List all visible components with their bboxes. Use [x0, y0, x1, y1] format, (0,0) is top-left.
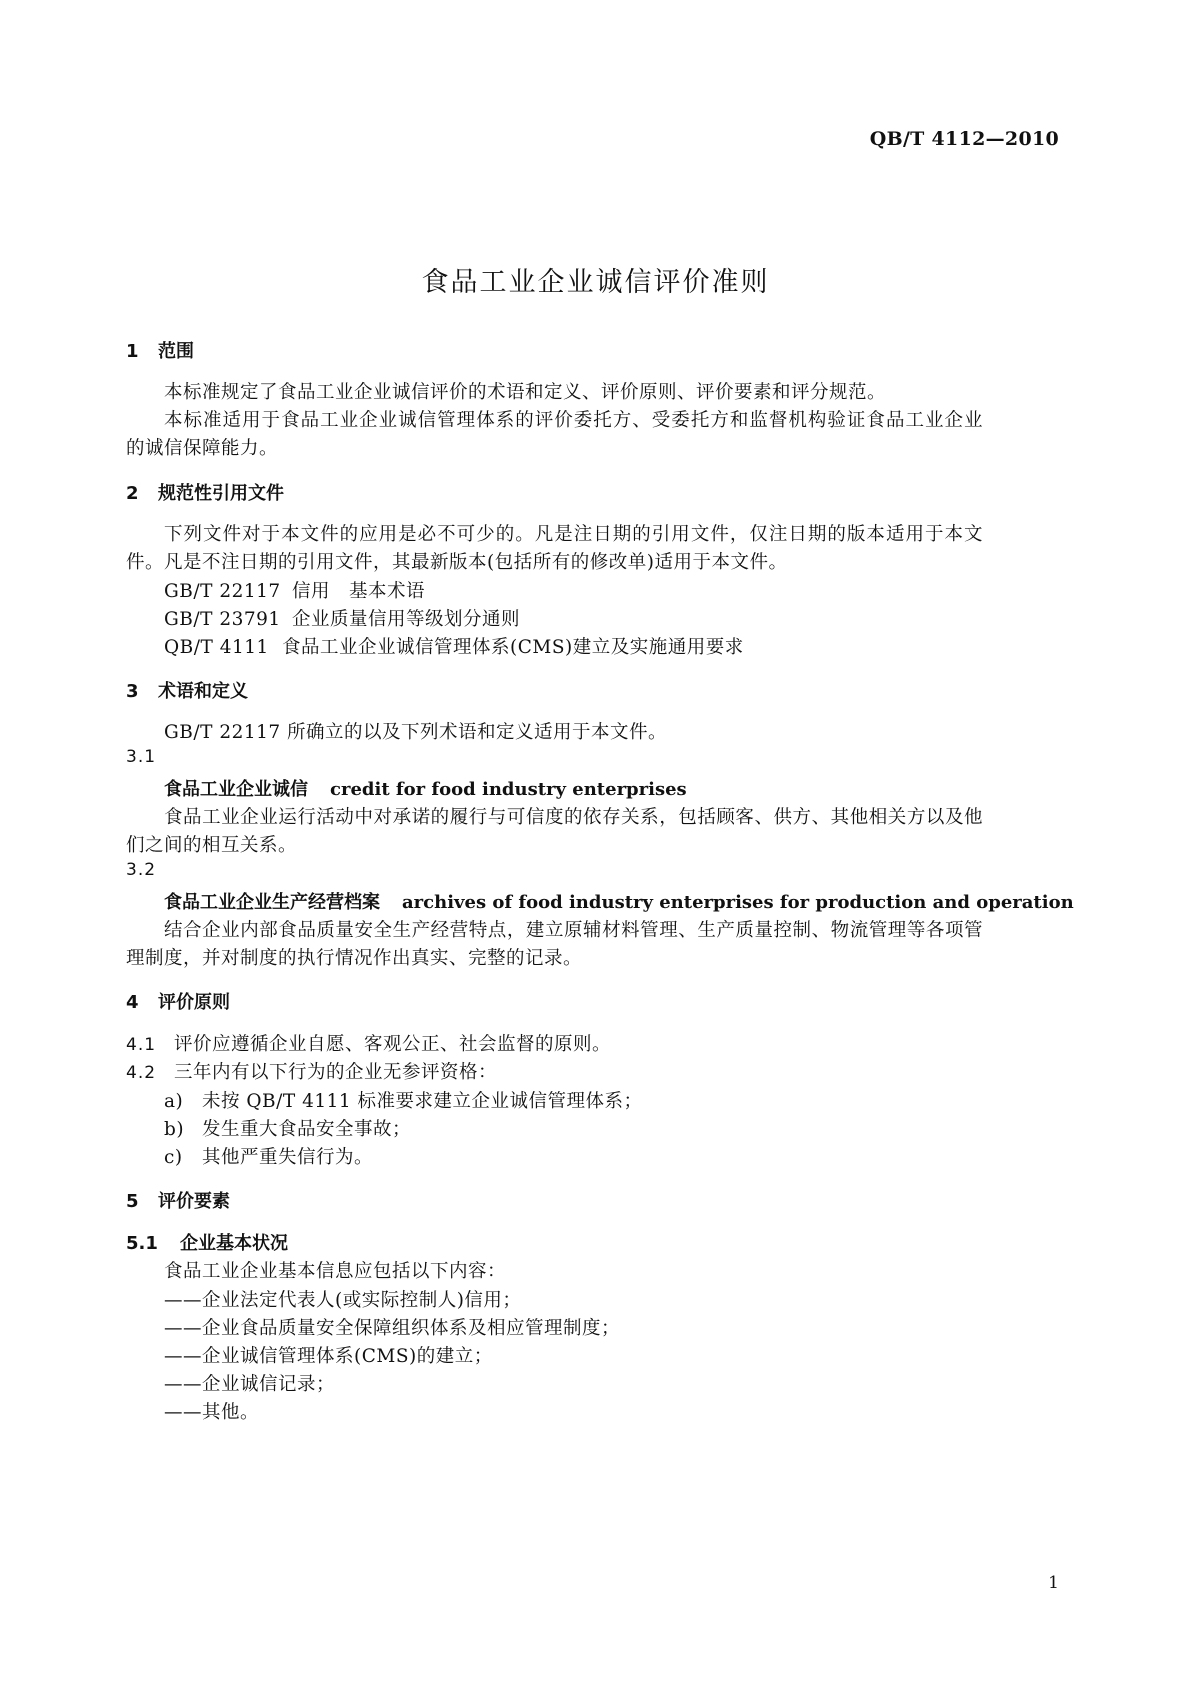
paragraph-continuation: 的诚信保障能力。	[126, 438, 279, 459]
list-marker: a)	[164, 1091, 184, 1112]
term-entry	[164, 775, 687, 801]
list-text: 未按 QB/T 4111 标准要求建立企业诚信管理体系；	[202, 1091, 643, 1112]
list-item	[164, 1115, 411, 1141]
subsection-title: 企业基本状况	[180, 1233, 288, 1254]
reference-code: GB/T 22117	[164, 581, 281, 602]
section-number: 5	[126, 1191, 139, 1212]
dash-list-item: ——企业法定代表人(或实际控制人)信用；	[164, 1290, 522, 1311]
term-english: credit for food industry enterprises	[330, 779, 687, 800]
dash-list-item: ——企业食品质量安全保障组织体系及相应管理制度；	[164, 1318, 621, 1339]
dash-list-item: ——其他。	[164, 1402, 260, 1423]
term-english: archives of food industry enterprises for production and operation	[402, 892, 1074, 913]
paragraph: 本标准适用于食品工业企业诚信管理体系的评价委托方、受委托方和监督机构验证食品工业企业	[164, 410, 983, 431]
list-marker: c)	[164, 1147, 183, 1168]
section-number: 3	[126, 681, 139, 702]
section-title: 规范性引用文件	[158, 483, 284, 504]
reference-title: 食品工业企业诚信管理体系(CMS)建立及实施通用要求	[282, 637, 744, 658]
list-text: 其他严重失信行为。	[202, 1147, 374, 1168]
paragraph: 本标准规定了食品工业企业诚信评价的术语和定义、评价原则、评价要素和评分规范。	[164, 382, 887, 403]
paragraph: GB/T 22117 所确立的以及下列术语和定义适用于本文件。	[164, 722, 668, 743]
term-definition-continuation: 们之间的相互关系。	[126, 835, 298, 856]
section-title: 范围	[158, 341, 194, 362]
section-4-heading	[126, 988, 230, 1014]
section-title: 评价原则	[158, 992, 230, 1013]
term-definition: 食品工业企业运行活动中对承诺的履行与可信度的依存关系，包括顾客、供方、其他相关方以及他	[164, 807, 983, 828]
dash-list-item: ——企业诚信记录；	[164, 1374, 336, 1395]
term-number: 3.1	[126, 747, 157, 767]
normative-reference	[164, 577, 425, 603]
term-definition: 结合企业内部食品质量安全生产经营特点，建立原辅材料管理、生产质量控制、物流管理等各项管	[164, 920, 983, 941]
normative-reference	[164, 633, 744, 659]
clause-text: 评价应遵循企业自愿、客观公正、社会监督的原则。	[174, 1034, 612, 1055]
list-text: 发生重大食品安全事故；	[202, 1119, 412, 1140]
subsection-5-1-heading	[126, 1229, 288, 1255]
section-number: 4	[126, 992, 139, 1013]
term-number: 3.2	[126, 860, 157, 880]
reference-title: 信用 基本术语	[292, 581, 426, 602]
dash-list-item: ——企业诚信管理体系(CMS)的建立；	[164, 1346, 493, 1367]
list-item	[164, 1087, 643, 1113]
section-title: 术语和定义	[158, 681, 248, 702]
clause-text: 三年内有以下行为的企业无参评资格：	[174, 1062, 498, 1083]
clause-4-2	[126, 1058, 497, 1084]
section-number: 1	[126, 341, 139, 362]
standard-code: QB/T 4112—2010	[869, 128, 1059, 150]
term-entry	[164, 888, 1074, 914]
term-definition-continuation: 理制度，并对制度的执行情况作出真实、完整的记录。	[126, 948, 583, 969]
section-1-heading	[126, 337, 194, 363]
paragraph: 下列文件对于本文件的应用是必不可少的。凡是注日期的引用文件，仅注日期的版本适用于本文	[164, 524, 983, 545]
term-chinese: 食品工业企业生产经营档案	[164, 892, 380, 913]
paragraph: 食品工业企业基本信息应包括以下内容：	[164, 1261, 507, 1282]
list-marker: b)	[164, 1119, 185, 1140]
section-2-heading	[126, 479, 284, 505]
reference-code: GB/T 23791	[164, 609, 281, 630]
term-chinese: 食品工业企业诚信	[164, 779, 308, 800]
clause-4-1	[126, 1030, 611, 1056]
section-3-heading	[126, 677, 248, 703]
section-title: 评价要素	[158, 1191, 230, 1212]
page-number: 1	[1048, 1573, 1059, 1593]
list-item	[164, 1143, 373, 1169]
clause-number: 4.1	[126, 1035, 157, 1055]
section-5-heading	[126, 1187, 230, 1213]
reference-title: 企业质量信用等级划分通则	[292, 609, 521, 630]
normative-reference	[164, 605, 520, 631]
section-number: 2	[126, 483, 139, 504]
document-title: 食品工业企业诚信评价准则	[421, 267, 770, 298]
clause-number: 4.2	[126, 1063, 157, 1083]
reference-code: QB/T 4111	[164, 637, 269, 658]
subsection-number: 5.1	[126, 1233, 158, 1254]
paragraph-continuation: 件。凡是不注日期的引用文件，其最新版本(包括所有的修改单)适用于本文件。	[126, 552, 788, 573]
